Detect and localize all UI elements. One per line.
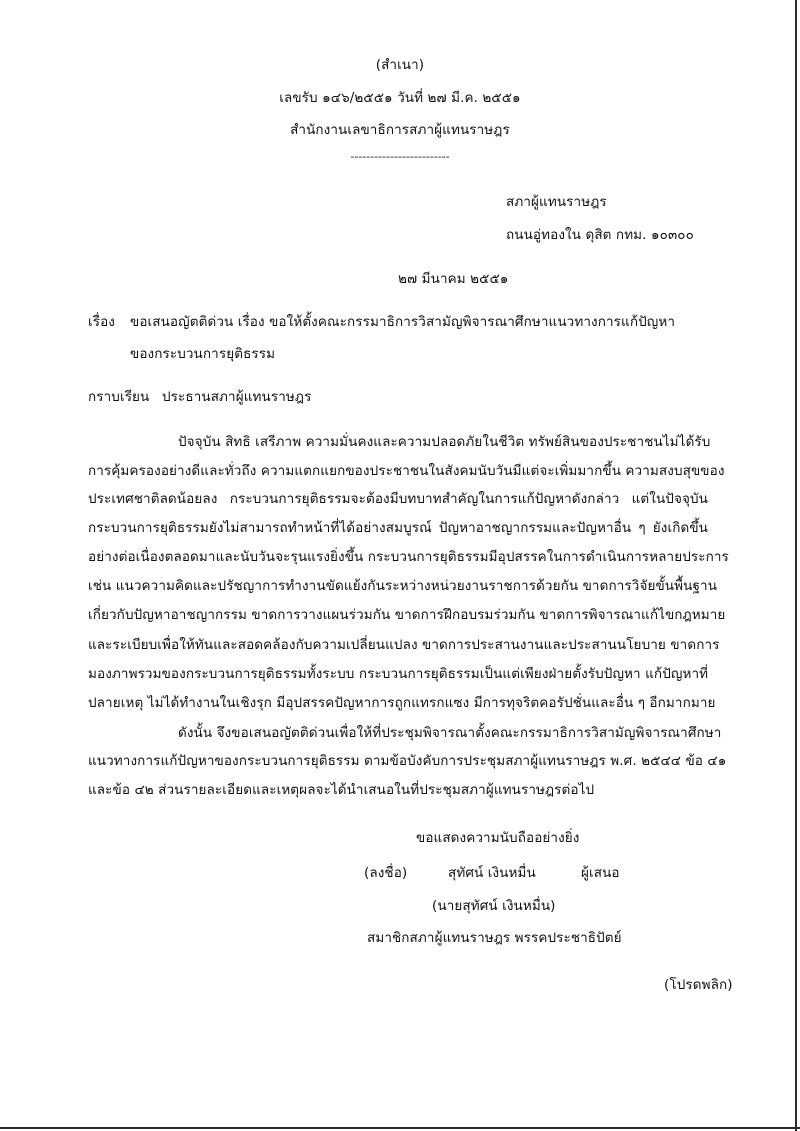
header-separator: ------------------------- <box>350 150 450 163</box>
signer-full-name: (นายสุทัศน์ เงินหมื่น) <box>432 898 556 914</box>
paragraph-1-line: และระเบียบเพื่อให้ทันและสอดคล้องกับความเปลี่ยนแปลง ขาดการประสานงานและประสานนโยบาย ขาดการ <box>88 637 720 653</box>
subject-label: เรื่อง <box>88 314 115 330</box>
paragraph-1-line: ประเทศชาติลดน้อยลง กระบวนการยุติธรรมจะต้องมีบทบาทสำคัญในการแก้ปัญหาดังกล่าว แต่ในปัจจุบัน <box>88 491 708 507</box>
paragraph-1-line: เช่น แนวความคิดและปรัชญาการทำงานขัดแย้งกันระหว่างหน่วยงานราชการด้วยกัน ขาดการวิจัยขั้นพื้นฐาน <box>88 578 718 594</box>
turn-over-note: (โปรดพลิก) <box>664 977 733 993</box>
paragraph-1-line: อย่างต่อเนื่องตลอดมาและนับวันจะรุนแรงยิ่งขึ้น กระบวนการยุติธรรมมีอุปสรรคในการดำเนินการหลายประการ <box>88 549 729 565</box>
subject-line-2: ของกระบวนการยุติธรรม <box>130 346 276 362</box>
receipt-line: เลขรับ ๑๔๖/๒๕๕๑ วันที่ ๒๗ มี.ค. ๒๕๕๑ <box>279 90 521 106</box>
paragraph-1-line: ปลายเหตุ ไม่ได้ทำงานในเชิงรุก มีอุปสรรคปัญหาการถูกแทรกแซง มีการทุจริตคอรัปชั่นและอื่น ๆ อีกมากมาย <box>88 695 716 711</box>
signer-name: สุทัศน์ เงินหมื่น <box>448 865 536 881</box>
paragraph-1-line: เกี่ยวกับปัญหาอาชญากรรม ขาดการวางแผนร่วมกัน ขาดการฝึกอบรมร่วมกัน ขาดการพิจารณาแก้ไขกฎหมาย <box>88 607 726 623</box>
copy-mark: (สำเนา) <box>375 57 425 73</box>
address-org: สภาผู้แทนราษฎร <box>506 194 607 210</box>
signer-role: ผู้เสนอ <box>581 865 620 881</box>
paragraph-1-line: ปัจจุบัน สิทธิ เสรีภาพ ความมั่นคงและความปลอดภัยในชีวิต ทรัพย์สินของประชาชนไม่ได้รับ <box>178 434 711 450</box>
subject-line-1: ขอเสนอญัตติด่วน เรื่อง ขอให้ตั้งคณะกรรมาธิการวิสามัญพิจารณาศึกษาแนวทางการแก้ปัญหา <box>130 314 676 330</box>
paragraph-1-line: การคุ้มครองอย่างดีและทั่วถึง ความแตกแยกของประชาชนในสังคมนับวันมีแต่จะเพิ่มมากขึ้น ความสงบสุขของ <box>88 463 725 479</box>
paragraph-2-line: ดังนั้น จึงขอเสนอญัตติด่วนเพื่อให้ที่ประชุมพิจารณาตั้งคณะกรรมาธิการวิสามัญพิจารณาศึกษา <box>178 725 722 741</box>
office-name: สำนักงานเลขาธิการสภาผู้แทนราษฎร <box>290 122 510 138</box>
salutation-recipient: ประธานสภาผู้แทนราษฎร <box>162 389 312 405</box>
paragraph-2-line: แนวทางการแก้ปัญหาของกระบวนการยุติธรรม ตามข้อบังคับการประชุมสภาผู้แทนราษฎร พ.ศ. ๒๕๔๔ ข้อ ๔๑ <box>88 753 727 769</box>
address-street: ถนนอู่ทองใน ดุสิต กทม. ๑๐๓๐๐ <box>506 227 694 243</box>
paragraph-1-line: มองภาพรวมของกระบวนการยุติธรรมทั้งระบบ กระบวนการยุติธรรมเป็นแต่เพียงฝ่ายตั้งรับปัญหา แก้ปัญหาที่ <box>88 666 709 682</box>
signed-label: (ลงชื่อ) <box>364 865 408 881</box>
paragraph-2-line: และข้อ ๔๒ ส่วนรายละเอียดและเหตุผลจะได้นำเสนอในที่ประชุมสภาผู้แทนราษฎรต่อไป <box>88 782 595 798</box>
closing-regards: ขอแสดงความนับถืออย่างยิ่ง <box>416 830 580 846</box>
salutation-label: กราบเรียน <box>88 389 150 405</box>
paragraph-1-line: กระบวนการยุติธรรมยังไม่สามารถทำหน้าที่ได้อย่างสมบูรณ์ ปัญหาอาชญากรรมและปัญหาอื่น ๆ ยังเกิดขึ้น <box>88 520 708 536</box>
page-edge-right <box>795 0 797 1131</box>
page-edge-bottom <box>0 1127 800 1129</box>
letter-date: ๒๗ มีนาคม ๒๕๕๑ <box>398 271 509 287</box>
signer-position: สมาชิกสภาผู้แทนราษฎร พรรคประชาธิปัตย์ <box>367 930 622 946</box>
